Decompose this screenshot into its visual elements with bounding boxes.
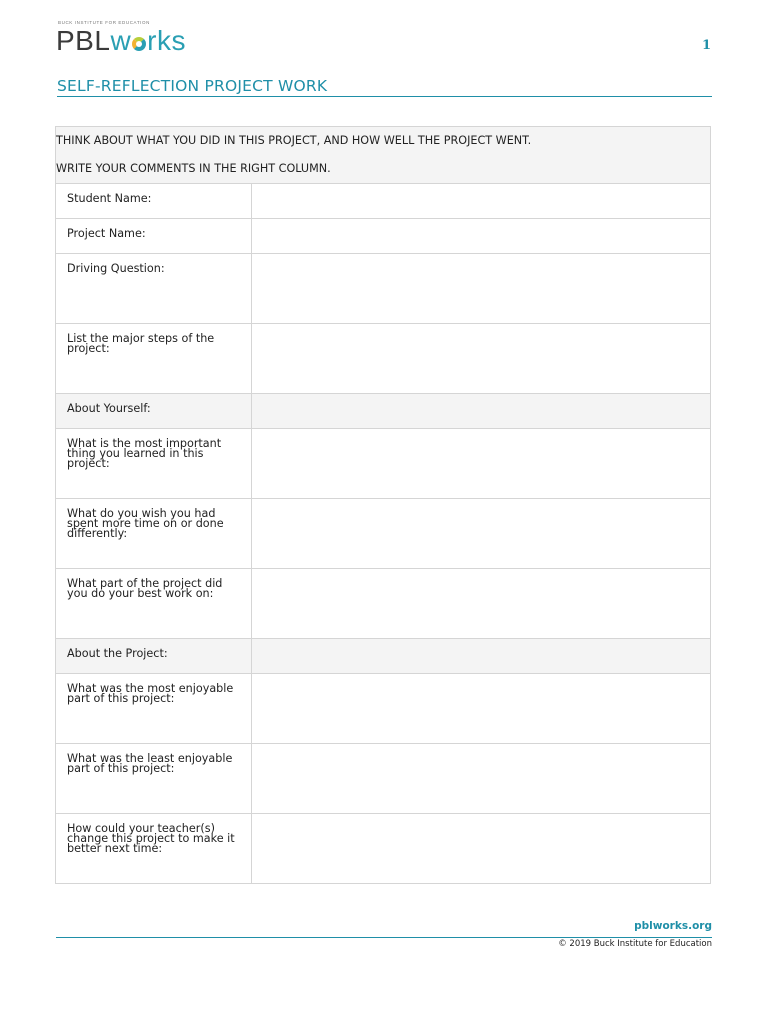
row-label: List the major steps of the project:: [56, 324, 252, 394]
row-label: What do you wish you had spent more time on or done differently:: [56, 499, 252, 569]
table-row: [56, 744, 711, 814]
logo-tagline: BUCK INSTITUTE FOR EDUCATION: [58, 20, 150, 25]
row-label: What part of the project did you do your best work on:: [56, 569, 252, 639]
reflection-form-table: [55, 126, 711, 884]
comment-field[interactable]: [252, 429, 711, 499]
row-label: What was the most enjoyable part of this project:: [56, 674, 252, 744]
comment-field[interactable]: [252, 254, 711, 324]
table-row: [56, 254, 711, 324]
logo-o-icon: [132, 37, 146, 51]
footer-copyright: © 2019 Buck Institute for Education: [558, 939, 712, 949]
comment-field[interactable]: [252, 324, 711, 394]
comment-field[interactable]: [252, 639, 711, 674]
intro-line-2: WRITE YOUR COMMENTS IN THE RIGHT COLUMN.: [56, 162, 331, 175]
comment-field[interactable]: [252, 674, 711, 744]
row-label: What was the least enjoyable part of this project:: [56, 744, 252, 814]
table-row: [56, 674, 711, 744]
comment-field[interactable]: [252, 219, 711, 254]
comment-field[interactable]: [252, 394, 711, 429]
document-title: SELF-REFLECTION PROJECT WORK: [57, 77, 712, 97]
comment-field[interactable]: [252, 569, 711, 639]
section-label: About Yourself:: [56, 394, 252, 429]
section-label: About the Project:: [56, 639, 252, 674]
table-row: [56, 569, 711, 639]
page-number: 1: [701, 38, 711, 53]
table-row: [56, 814, 711, 884]
row-label: Project Name:: [56, 219, 252, 254]
intro-cell: [56, 127, 711, 184]
row-label: Driving Question:: [56, 254, 252, 324]
row-label: Student Name:: [56, 184, 252, 219]
intro-row: [56, 127, 711, 184]
table-row: [56, 324, 711, 394]
row-label: What is the most important thing you learned in this project:: [56, 429, 252, 499]
table-row: [56, 184, 711, 219]
table-row: [56, 429, 711, 499]
section-row: [56, 639, 711, 674]
footer-website-link[interactable]: pblworks.org: [634, 920, 712, 932]
table-row: [56, 499, 711, 569]
comment-field[interactable]: [252, 814, 711, 884]
logo-wordmark: PBLw rks: [56, 25, 186, 56]
row-label: How could your teacher(s) change this project to make it better next time:: [56, 814, 252, 884]
comment-field[interactable]: [252, 499, 711, 569]
pblworks-logo: [56, 20, 186, 56]
comment-field[interactable]: [252, 184, 711, 219]
section-row: [56, 394, 711, 429]
comment-field[interactable]: [252, 744, 711, 814]
footer-divider: [56, 937, 712, 938]
intro-line-1: THINK ABOUT WHAT YOU DID IN THIS PROJECT, AND HOW WELL THE PROJECT WENT.: [56, 134, 532, 147]
table-row: [56, 219, 711, 254]
